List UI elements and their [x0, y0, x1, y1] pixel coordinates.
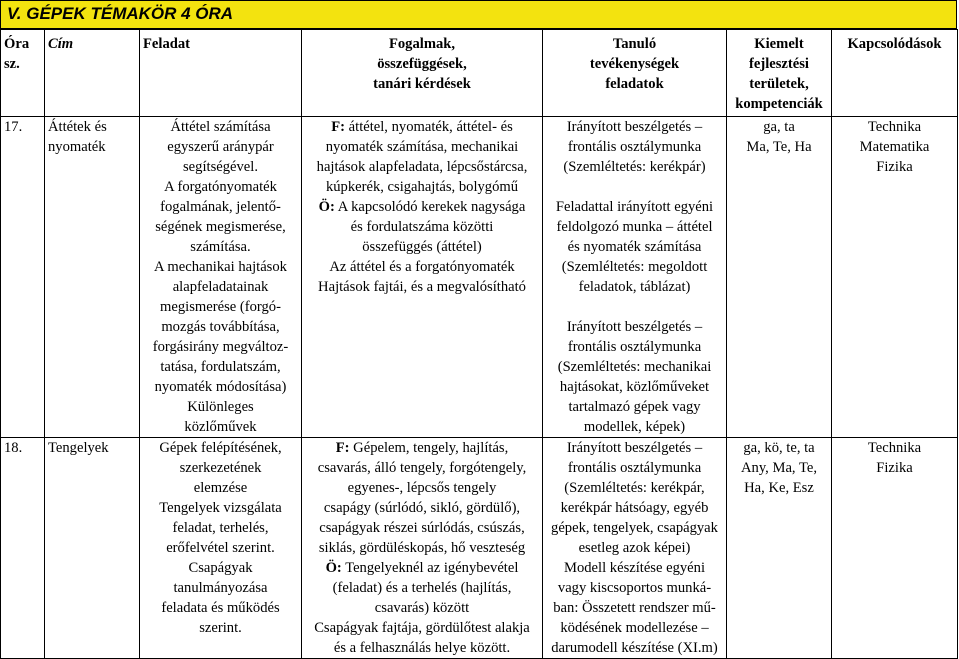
tanulo-line: modellek, képek) — [583, 419, 686, 435]
kiemelt-line: Any, Ma, Te, — [741, 460, 817, 476]
tanulo-line: (Szemléltetés: megoldott — [561, 259, 708, 275]
header-kiemelt-line: területek, — [749, 76, 809, 92]
row-17-fogalmak — [302, 117, 543, 438]
row-18-fogalmak — [302, 438, 543, 659]
fogalmak-line: csapágy (súrlódó, sikló, gördülő), — [323, 500, 521, 516]
o-label: Ö: — [318, 199, 335, 215]
fogalmak-o-line — [305, 197, 539, 217]
tanulo-line: frontális osztálymunka — [567, 339, 702, 355]
feladat-line: mozgás továbbítása, — [161, 319, 280, 335]
tanulo-line: Feladattal irányított egyéni — [555, 199, 714, 215]
row-18-ora: 18. — [1, 438, 45, 659]
feladat-line: megismerése (forgó- — [160, 299, 281, 315]
header-kiemelt-line: kompetenciák — [735, 96, 823, 112]
header-kiemelt-line: Kiemelt — [754, 36, 804, 52]
tanulo-line: Irányított beszélgetés – — [566, 119, 703, 135]
kiemelt-line: Ma, Te, Ha — [746, 139, 812, 155]
feladat-line: számítása. — [190, 239, 251, 255]
tanulo-line: feladatok, táblázat) — [578, 279, 691, 295]
feladat-line: segítségével. — [183, 159, 258, 175]
feladat-line: tanulmányozása — [173, 580, 268, 596]
topic-title: V. GÉPEK TÉMAKÖR 4 ÓRA — [7, 4, 234, 23]
fogalmak-line: egyenes-, lépcsős tengely — [347, 480, 497, 496]
feladat-line: szerkezetének — [179, 460, 262, 476]
kapcsolodas-line: Technika — [867, 119, 922, 135]
f-label: F: — [335, 440, 350, 456]
feladat-line: alapfeladatainak — [172, 279, 269, 295]
kiemelt-line: ga, kö, te, ta — [743, 440, 815, 456]
fogalmak-line: és fordulatszáma közötti — [350, 219, 494, 235]
fogalmak-line: hajtások alapfeladata, lépcsőstárcsa, — [316, 159, 528, 175]
row-18-kiemelt — [727, 438, 832, 659]
fogalmak-line: nyomaték számítása, mechanikai — [325, 139, 519, 155]
fogalmak-f-line — [305, 438, 539, 458]
fogalmak-line: Hajtások fajtái, és a megvalósítható — [318, 279, 526, 295]
tanulo-line: Irányított beszélgetés – — [566, 319, 703, 335]
kapcsolodas-line: Matematika — [859, 139, 930, 155]
tanulo-line: Modell készítése egyéni — [563, 560, 706, 576]
fogalmak-line: csavarás) között — [374, 600, 470, 616]
tanulo-line: kerékpár hátsóagy, egyéb — [560, 500, 709, 516]
tanulo-line: (Szemléltetés: kerékpár) — [563, 159, 706, 175]
feladat-line: Áttétel számítása — [170, 119, 271, 135]
kapcsolodas-line: Fizika — [876, 460, 913, 476]
kiemelt-line: ga, ta — [763, 119, 795, 135]
feladat-line: erőfelvétel szerint. — [166, 540, 275, 556]
feladat-line: szerint. — [199, 620, 242, 636]
fogalmak-line: csapágyak részei súrlódás, csúszás, — [319, 520, 525, 536]
header-tanulo-line: Tanuló — [612, 36, 657, 52]
f-label: F: — [331, 119, 345, 135]
curriculum-table — [0, 29, 958, 659]
header-ora — [1, 30, 45, 117]
tanulo-line: gépek, tengelyek, csapágyak — [551, 520, 718, 536]
feladat-line: feladata és működés — [161, 600, 280, 616]
row-17-ora: 17. — [1, 117, 45, 438]
fogalmak-line: csavarás, álló tengely, forgótengely, — [317, 460, 527, 476]
tanulo-line: frontális osztálymunka — [567, 139, 702, 155]
header-ora-line: Óra — [4, 36, 30, 52]
tanulo-line: vagy kiscsoportos munká- — [557, 580, 712, 596]
o-label: Ö: — [325, 560, 342, 576]
header-kapcsolodasok: Kapcsolódások — [832, 30, 958, 117]
kiemelt-line: Ha, Ke, Esz — [744, 480, 814, 496]
header-feladat: Feladat — [140, 30, 302, 117]
topic-banner — [0, 0, 957, 29]
fogalmak-line: Gépelem, tengely, hajlítás, — [353, 440, 509, 456]
fogalmak-line: áttétel, nyomaték, áttétel- és — [348, 119, 513, 135]
header-tanulo — [543, 30, 727, 117]
tanulo-line: ködésének modellezése – — [560, 620, 709, 636]
header-fogalmak-line: Fogalmak, — [388, 36, 456, 52]
feladat-line: Tengelyek vizsgálata — [159, 500, 282, 516]
table-row — [1, 438, 958, 659]
header-kiemelt — [727, 30, 832, 117]
cim-line: Tengelyek — [48, 440, 109, 456]
feladat-line: egyszerű aránypár — [167, 139, 274, 155]
cim-line: nyomaték — [48, 139, 106, 155]
feladat-line: ségének megismerése, — [155, 219, 286, 235]
row-17-cim — [45, 117, 140, 438]
tanulo-line: (Szemléltetés: mechanikai — [557, 359, 712, 375]
kapcsolodas-line: Technika — [867, 440, 922, 456]
fogalmak-line: és a felhasználás helye között. — [333, 640, 511, 656]
feladat-line: A mechanikai hajtások — [154, 259, 287, 275]
cim-line: Áttétek és — [48, 119, 107, 135]
tanulo-line: Irányított beszélgetés – — [566, 440, 703, 456]
feladat-line: Különleges — [187, 399, 254, 415]
tanulo-line: és nyomaték számítása — [567, 239, 702, 255]
feladat-line: fogalmának, jelentő- — [160, 199, 281, 215]
row-18-cim — [45, 438, 140, 659]
feladat-line: elemzése — [193, 480, 248, 496]
fogalmak-line: A kapcsolódó kerekek nagysága — [337, 199, 526, 215]
row-17-kapcsolodasok — [832, 117, 958, 438]
tanulo-line: frontális osztálymunka — [567, 460, 702, 476]
fogalmak-line: Tengelyeknél az igénybevétel — [345, 560, 519, 576]
kapcsolodas-line: Fizika — [876, 159, 913, 175]
header-ora-line: sz. — [4, 56, 20, 72]
tanulo-line: hajtásokat, közlőműveket — [559, 379, 710, 395]
header-kiemelt-line: fejlesztési — [749, 56, 809, 72]
header-tanulo-line: tevékenységek — [589, 56, 680, 72]
tanulo-line: esetleg azok képei) — [578, 540, 691, 556]
fogalmak-line: Csapágyak fajtája, gördülőtest alakja — [314, 620, 530, 636]
feladat-line: forgásirány megváltoz- — [152, 339, 289, 355]
feladat-line: A forgatónyomaték — [164, 179, 277, 195]
fogalmak-o-line — [305, 558, 539, 578]
row-18-kapcsolodasok — [832, 438, 958, 659]
tanulo-line: tartalmazó gépek vagy — [568, 399, 701, 415]
table-row — [1, 117, 958, 438]
header-fogalmak — [302, 30, 543, 117]
fogalmak-line: (feladat) és a terhelés (hajlítás, — [332, 580, 512, 596]
fogalmak-line: kúpkerék, csigahajtás, bolygómű — [325, 179, 519, 195]
feladat-line: nyomaték módosítása) — [154, 379, 287, 395]
row-18-tanulo — [543, 438, 727, 659]
row-17-feladat — [140, 117, 302, 438]
header-fogalmak-line: tanári kérdések — [373, 76, 471, 92]
feladat-line: Csapágyak — [188, 560, 253, 576]
header-fogalmak-line: összefüggések, — [377, 56, 467, 72]
header-tanulo-line: feladatok — [605, 76, 664, 92]
feladat-line: Gépek felépítésének, — [159, 440, 282, 456]
fogalmak-f-line — [305, 117, 539, 137]
row-17-kiemelt — [727, 117, 832, 438]
feladat-line: közlőművek — [184, 419, 257, 435]
tanulo-line: darumodell készítése (XI.m) — [551, 640, 718, 656]
fogalmak-line: összefüggés (áttétel) — [362, 239, 482, 255]
header-cim: Cím — [45, 30, 140, 117]
row-18-feladat — [140, 438, 302, 659]
fogalmak-line: Az áttétel és a forgatónyomaték — [329, 259, 515, 275]
feladat-line: tatása, fordulatszám, — [160, 359, 281, 375]
tanulo-line: (Szemléltetés: kerékpár, — [564, 480, 705, 496]
row-17-tanulo — [543, 117, 727, 438]
tanulo-line: ban: Összetett rendszer mű- — [553, 600, 716, 616]
header-row — [1, 30, 958, 117]
fogalmak-line: siklás, gördüléskopás, hő veszteség — [318, 540, 526, 556]
feladat-line: feladat, terhelés, — [172, 520, 269, 536]
tanulo-line: feldolgozó munka – áttétel — [556, 219, 713, 235]
